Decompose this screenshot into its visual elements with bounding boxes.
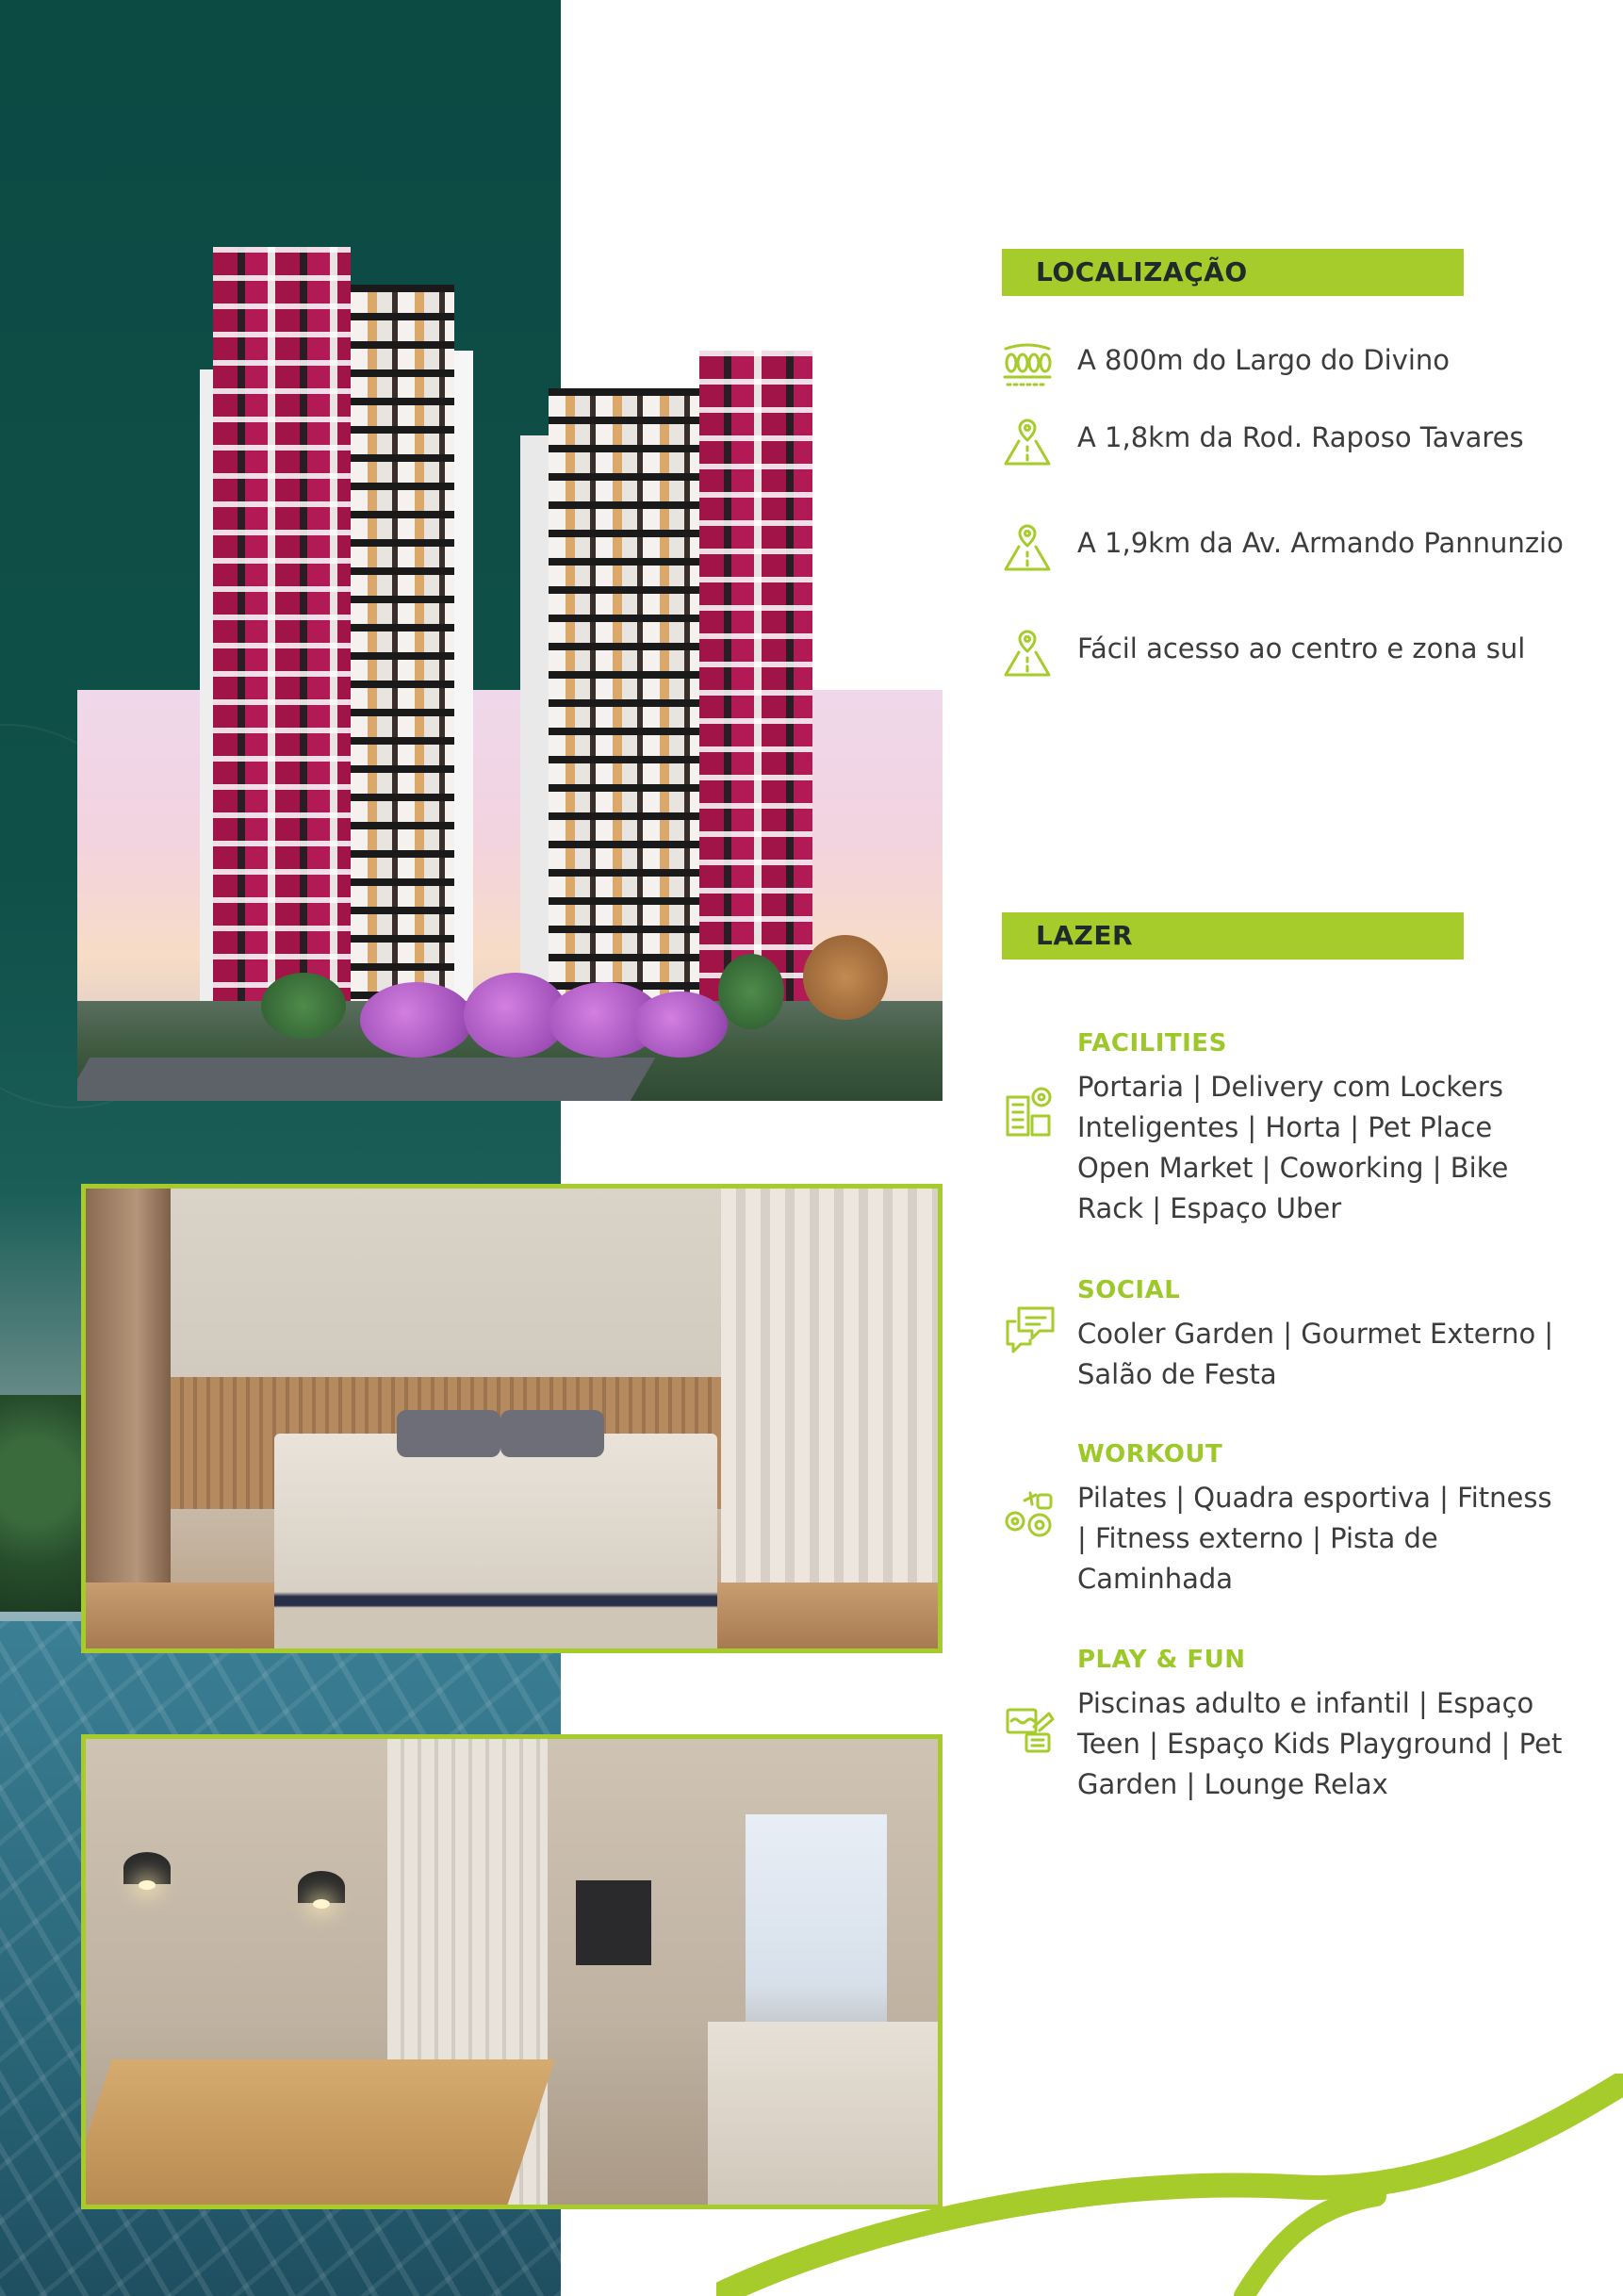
- loc-item-text: A 800m do Largo do Divino: [1077, 344, 1451, 376]
- road-location-icon: [1002, 522, 1053, 573]
- chat-bubbles-icon: [1002, 1301, 1058, 1357]
- loc-item-text: Fácil acesso ao centro e zona sul: [1077, 632, 1526, 664]
- group-text: Piscinas adulto e infantil | Espaço Teen | Espaço Kids Playground | Pet Garden | Lounge Relax: [1077, 1687, 1563, 1800]
- dumbbells-icon: [1002, 1487, 1058, 1544]
- road: [77, 1058, 655, 1101]
- group-title: PLAY & FUN: [1077, 1646, 1246, 1674]
- lazer-header: LAZER: [1002, 912, 1464, 959]
- group-title: SOCIAL: [1077, 1276, 1181, 1304]
- building-gear-icon: [1002, 1084, 1058, 1140]
- loc-item-text: A 1,9km da Av. Armando Pannunzio: [1077, 527, 1564, 559]
- trees-icon: [1002, 339, 1053, 390]
- group-text: Portaria | Delivery com Lockers Inteligentes | Horta | Pet Place Open Market | Coworking | Bike Rack | Espaço Uber: [1077, 1071, 1509, 1224]
- road-location-icon: [1002, 628, 1053, 679]
- group-title: WORKOUT: [1077, 1440, 1223, 1468]
- group-text: Pilates | Quadra esportiva | Fitness | Fitness externo | Pista de Caminhada: [1077, 1482, 1552, 1595]
- tower-right: [520, 351, 812, 1001]
- group-text: Cooler Garden | Gourmet Externo | Salão de Festa: [1077, 1318, 1554, 1390]
- road-location-icon: [1002, 417, 1053, 467]
- bedroom-render-photo: [81, 1184, 943, 1653]
- tower-left: [200, 247, 473, 1001]
- group-title: FACILITIES: [1077, 1029, 1227, 1058]
- localizacao-header: LOCALIZAÇÃO: [1002, 249, 1464, 296]
- hedge-detail: [0, 1395, 85, 1612]
- decorative-swoosh: [716, 2074, 1623, 2296]
- towers-render-photo: [77, 247, 943, 1101]
- loc-item-text: A 1,8km da Rod. Raposo Tavares: [1077, 421, 1524, 453]
- pool-play-icon: [1002, 1700, 1058, 1757]
